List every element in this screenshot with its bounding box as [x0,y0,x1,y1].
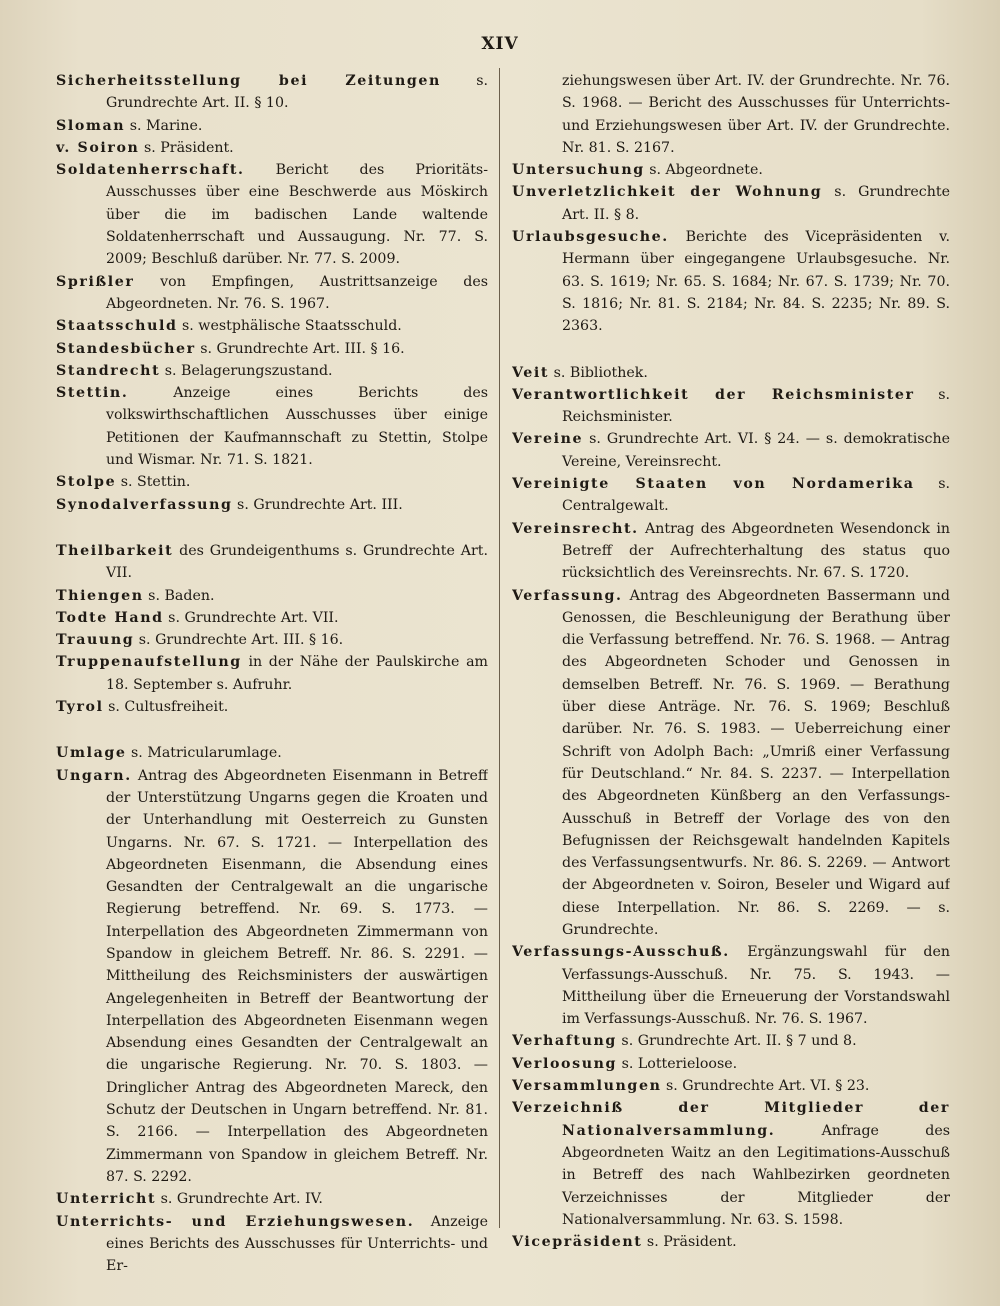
entry-term: Standesbücher [56,340,196,357]
entry-term: Verfassung. [512,587,623,604]
entry-text: Anzeige eines Berichts des volkswirthschaftlichen Ausschusses über einige Petitionen der Kaufmannschaft zu Stettin, Stolpe und Wismar. Nr. 71. S. 1821. [106,385,488,469]
entry-term: Verhaftung [512,1033,617,1050]
entry-text: s. Grundrechte Art. VI. § 24. — s. demokratische Vereine, Vereinsrecht. [562,431,950,470]
index-entry [56,585,488,607]
entry-term: Synodalverfassung [56,496,233,513]
right-column [512,70,950,1253]
entry-text: s. Marine. [125,117,203,134]
entry-text: s. Centralgewalt. [562,476,950,515]
entry-text: ziehungswesen über Art. IV. der Grundrechte. Nr. 76. S. 1968. — Bericht des Ausschusses für Unterrichts- und Erziehungswesen über Art. IV. der Grundrechte. Nr. 81. S. 2167. [562,73,950,156]
index-entry [56,629,488,651]
entry-term: Vereinigte Staaten von Nordamerika [512,476,915,493]
entry-term: Verloosung [512,1055,618,1072]
index-entry [56,494,488,516]
entry-term: Sprißler [56,273,135,290]
entry-text: s. Grundrechte Art. II. § 8. [562,184,950,223]
entry-text: s. Grundrechte Art. III. [232,496,403,513]
index-entry [56,382,488,471]
entry-text: s. Reichsminister. [562,386,950,426]
entry-text: Berichte des Vicepräsidenten v. Hermann über eingegangene Urlaubsgesuche. Nr. 63. S. 1619; Nr. 65. S. 1684; Nr. 67. S. 1739; Nr. 70. S. 1816; Nr. 81. S. 2184; Nr. 84. S. 2235; Nr. 89. S. 2363. [562,229,950,335]
index-entry [56,315,488,337]
index-entry [512,941,950,1030]
entry-term: Verzeichniß der Mitglieder der Nationalversammlung. [512,1100,950,1139]
entry-text: Anfrage des Abgeordneten Waitz an den Legitimations-Ausschuß in Betreff des nach Wahlbezirken geordneten Verzeichnisses der Mitglieder der Nationalversammlung. Nr. 63. S. 1598. [562,1122,950,1228]
entry-text: s. Baden. [143,587,215,604]
section-gap [512,338,950,362]
entry-text: Antrag des Abgeordneten Wesendonck in Betreff der Aufrechterhaltung des status quo rücksichtlich des Vereinsrechts. Nr. 67. S. 1720. [562,520,950,582]
entry-text: s. Matricularumlage. [126,745,282,762]
index-entry [512,585,950,942]
entry-term: Soldatenherrschaft. [56,162,245,179]
entry-term: Unterricht [56,1191,157,1208]
column-divider [499,68,500,1228]
entry-term: Vereinsrecht. [512,520,639,537]
index-entry [56,70,488,115]
entry-text: s. Belagerungszustand. [160,362,333,379]
section-gap [56,516,488,540]
entry-term: Trauung [56,632,135,649]
index-entry [56,540,488,585]
index-entry [512,384,950,429]
entry-term: Urlaubsgesuche. [512,229,669,246]
entry-text: des Grundeigenthums s. Grundrechte Art. VII. [106,542,488,582]
entry-text: s. Grundrechte Art. III. § 16. [195,340,405,357]
entry-term: Todte Hand [56,609,164,626]
index-entry [512,226,950,337]
entry-text: s. Grundrechte Art. III. § 16. [134,632,344,649]
entry-term: Untersuchung [512,162,645,179]
entry-term: Standrecht [56,362,161,379]
entry-text: Bericht des Prioritäts-Ausschusses über eine Beschwerde aus Möskirch über die im badischen Lande waltende Soldatenherrschaft und Aussaugung. Nr. 77. S. 2009; Beschluß darüber. Nr. 77. S. 2009. [106,162,488,268]
entry-term: Truppenaufstellung [56,654,242,671]
section-gap [56,718,488,742]
entry-term: Unverletzlichkeit der Wohnung [512,184,823,201]
entry-text: s. Präsident. [139,139,234,156]
index-entry [512,159,950,181]
entry-term: Stettin. [56,385,129,402]
entry-term: v. Soiron [56,139,140,156]
index-entry [56,742,488,764]
entry-term: Tyrol [56,699,104,716]
index-entry [56,607,488,629]
entry-text: von Empfingen, Austrittsanzeige des Abgeordneten. Nr. 76. S. 1967. [106,273,488,312]
index-entry [512,1097,950,1231]
index-entry [56,137,488,159]
index-entry [512,1053,950,1075]
entry-text: s. Stettin. [116,474,191,491]
index-entry [56,271,488,316]
entry-term: Sicherheitsstellung bei Zeitungen [56,73,441,89]
entry-term: Verfassungs-Ausschuß. [512,944,730,961]
entry-term: Vereine [512,431,584,448]
index-entry [512,518,950,585]
entry-text: s. Abgeordnete. [644,162,763,179]
entry-term: Theilbarkeit [56,542,174,559]
index-entry [512,1030,950,1052]
entry-term: Ungarn. [56,767,132,784]
entry-term: Thiengen [56,587,144,604]
index-entry [512,428,950,473]
entry-text: Antrag des Abgeordneten Bassermann und Genossen, die Beschleunigung der Berathung über die Verfassung betreffend. Nr. 76. S. 1968. — Antrag des Abgeordneten Schoder und Genossen in demselben Betreff. Nr. 76. S. 1969. — Berathung über diese Anträge. Nr. 76. S. 1969; Beschluß darüber. Nr. 76. S. 1983. — Ueberreichung einer Schrift von Adolph Bach: „Umriß einer Verfassung für Deutschland.“ Nr. 84. S. 2237. — Interpellation des Abgeordneten Künßberg an den Verfassungs-Ausschuß in Betreff der Vorlage des von den Befugnissen der Reichsgewalt handelnden Kapitels des Verfassungsentwurfs. Nr. 86. S. 2269. — Antwort der Abgeordneten v. Soiron, Beseler und Wigard auf diese Interpellation. Nr. 86. S. 2269. — s. Grundrechte. [562,587,950,938]
entry-term: Umlage [56,745,127,762]
entry-text: Antrag des Abgeordneten Eisenmann in Betreff der Unterstützung Ungarns gegen die Kroaten und der Unterhandlung mit Oesterreich zu Gunsten Ungarns. Nr. 67. S. 1721. — Interpellation des Abgeordneten Eisenmann, die Absendung eines Gesandten der Centralgewalt an die ungarische Regierung betreffend. Nr. 69. S. 1773. — Interpellation des Abgeordneten Zimmermann von Spandow in gleichem Betreff. Nr. 86. S. 2291. — Mittheilung des Reichsministers der auswärtigen Angelegenheiten in Betreff der Beantwortung der Interpellation des Abgeordneten Eisenmann wegen Absendung eines Gesandten der Centralgewalt an die ungarische Regierung. Nr. 70. S. 1803. — Dringlicher Antrag des Abgeordneten Mareck, den Schutz der Deutschen in Ungarn betreffend. Nr. 81. S. 2166. — Interpellation des Abgeordneten Zimmermann von Spandow in gleichem Betreff. Nr. 87. S. 2292. [106,767,488,1185]
index-entry [56,651,488,696]
entry-term: Verantwortlichkeit der Reichsminister [512,386,915,403]
entry-text: s. Grundrechte Art. IV. [156,1191,323,1208]
index-entry [56,338,488,360]
entry-term: Veit [512,364,550,381]
entry-term: Unterrichts- und Erziehungswesen. [56,1213,415,1230]
index-entry [56,696,488,718]
index-entry [512,1075,950,1097]
index-entry [512,362,950,384]
index-entry [56,360,488,382]
entry-text: s. westphälische Staatsschuld. [177,318,402,335]
index-entry [512,181,950,226]
entry-term: Staatsschuld [56,318,178,335]
entry-text: s. Grundrechte Art. II. § 7 und 8. [616,1033,857,1050]
entry-text: s. Grundrechte Art. VII. [163,609,339,626]
entry-text: s. Grundrechte Art. VI. § 23. [661,1078,870,1095]
entry-text: s. Cultusfreiheit. [103,699,229,716]
index-entry [512,473,950,518]
entry-term: Sloman [56,117,126,134]
entry-text: in der Nähe der Paulskirche am 18. September s. Aufruhr. [106,654,488,693]
entry-text: Ergänzungswahl für den Verfassungs-Ausschuß. Nr. 75. S. 1943. — Mittheilung über die Erneuerung der Vorstandswahl im Verfassungs-Ausschuß. Nr. 76. S. 1967. [562,944,950,1028]
left-column [56,70,488,1277]
index-entry [56,765,488,1189]
index-entry [56,159,488,270]
entry-text: s. Bibliothek. [549,364,648,381]
index-entry [56,1188,488,1210]
page-number: XIV [481,34,519,54]
entry-term: Versammlungen [512,1078,662,1095]
entry-term: Stolpe [56,474,117,491]
index-entry [56,1211,488,1278]
entry-text: Anzeige eines Berichts des Ausschusses für Unterrichts- und Er- [106,1213,488,1275]
index-entry [56,115,488,137]
index-entry [512,70,950,159]
entry-text: s. Präsident. [642,1234,737,1251]
entry-term: Vicepräsident [512,1234,643,1251]
index-entry [512,1231,950,1253]
entry-text: s. Grundrechte Art. II. § 10. [106,73,488,112]
index-entry [56,471,488,493]
entry-text: s. Lotterieloose. [617,1055,738,1072]
